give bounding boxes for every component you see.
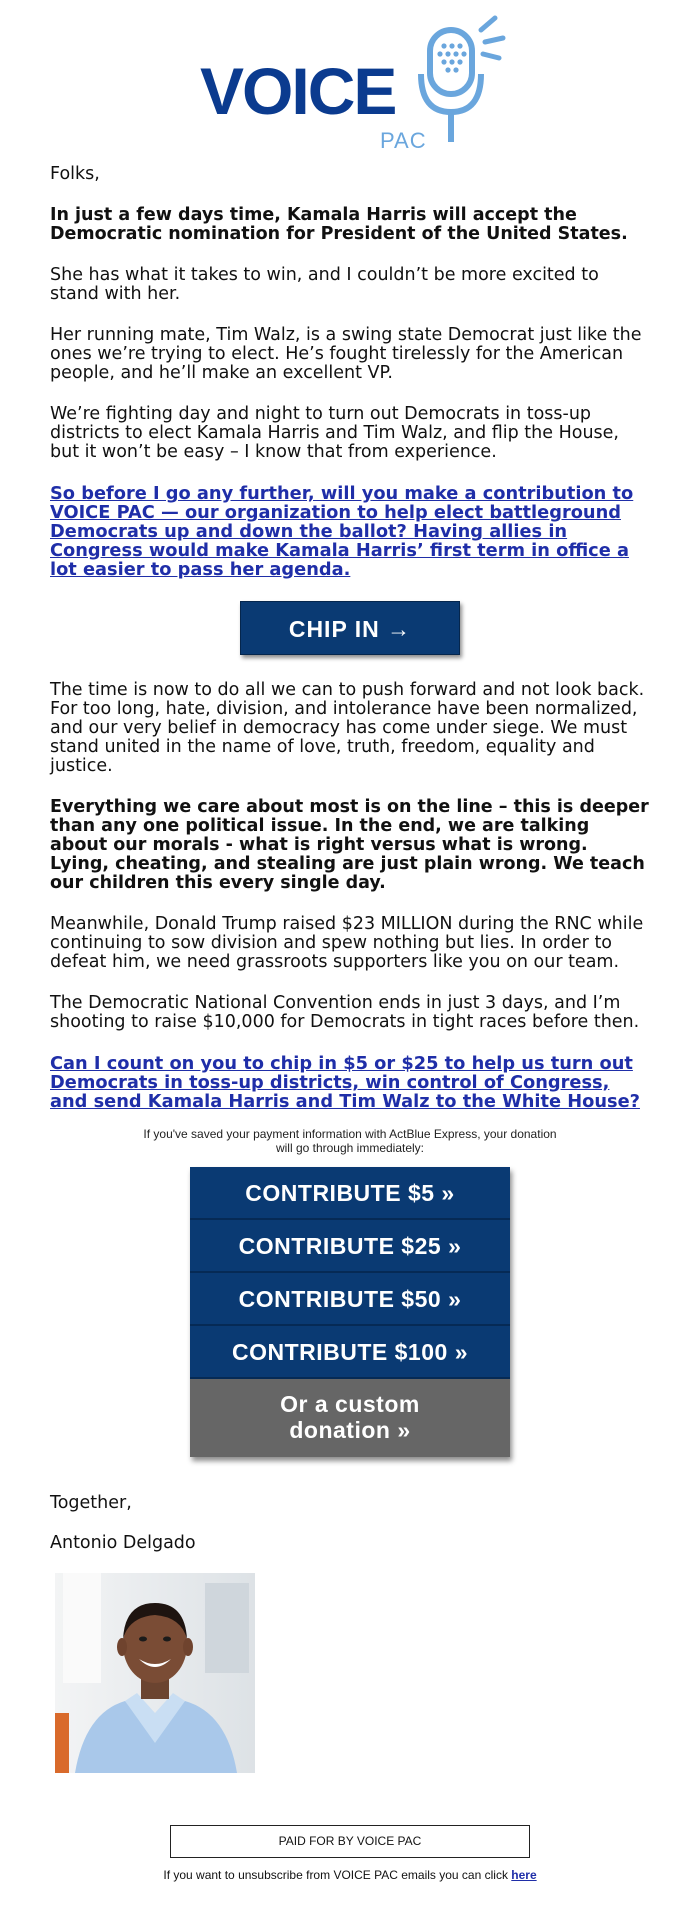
unsubscribe-text: If you want to unsubscribe from VOICE PAC emails you can click [163, 1868, 512, 1882]
contribute-50-button[interactable]: CONTRIBUTE $50 » [190, 1273, 510, 1326]
signature-name: Antonio Delgado [50, 1533, 196, 1553]
chip-in-wrapper [0, 601, 700, 655]
actblue-express-note [0, 1127, 700, 1155]
custom-donation-line1: Or a custom [280, 1391, 420, 1417]
custom-donation-button[interactable] [190, 1379, 510, 1457]
logo-wordmark: VOICE [200, 54, 396, 128]
paid-for-disclaimer: PAID FOR BY VOICE PAC [170, 1825, 530, 1858]
letter-body [0, 165, 700, 579]
custom-donation-line2: donation » [289, 1417, 411, 1443]
paragraph-running-mate: Her running mate, Tim Walz, is a swing state Democrat just like the ones we’re trying to elect. He’s fought tirelessly for the American people, and he’ll make an excellent VP. [50, 325, 642, 383]
header-logo [0, 0, 700, 165]
express-note-line1: If you've saved your payment information with ActBlue Express, your donation [143, 1127, 557, 1141]
paragraph-nomination: In just a few days time, Kamala Harris will accept the Democratic nomination for President of the United States. [50, 205, 628, 244]
microphone-icon [415, 12, 510, 152]
paragraph-stand-with-her: She has what it takes to win, and I couldn’t be more excited to stand with her. [50, 265, 599, 304]
portrait-illustration [55, 1573, 255, 1773]
chip-in-link-paragraph [50, 1054, 650, 1111]
greeting: Folks, [50, 164, 100, 184]
logo-pac-label: PAC [380, 128, 427, 153]
contribution-link[interactable]: So before I go any further, will you make a contribution to VOICE PAC — our organization to help elect battleground Democrats up and down the ballot? Having allies in Congress would make Kamala Harris’ first term in office a lot easier to pass her agenda. [50, 483, 634, 580]
signoff: Together, [50, 1493, 132, 1513]
contribute-100-button[interactable]: CONTRIBUTE $100 » [190, 1326, 510, 1379]
paragraph-time-is-now: The time is now to do all we can to push forward and not look back. For too long, hate, division, and intolerance have been normalized, and our very belief in democracy has come under siege. We must stand united in the name of love, truth, freedom, equality and justice. [50, 680, 645, 776]
contribution-link-paragraph [50, 484, 650, 579]
unsubscribe-link[interactable]: here [511, 1868, 537, 1882]
contribute-25-button[interactable]: CONTRIBUTE $25 » [190, 1220, 510, 1273]
contribution-buttons [190, 1167, 510, 1457]
chip-in-link[interactable]: Can I count on you to chip in $5 or $25 to help us turn out Democrats in toss-up districts, win control of Congress, and send Kamala Harris and Tim Walz to the White House? [50, 1053, 640, 1112]
unsubscribe-line [0, 1868, 700, 1882]
chip-in-button[interactable]: CHIP IN → [240, 601, 460, 655]
express-note-line2: will go through immediately: [275, 1141, 425, 1155]
paragraph-morals: Everything we care about most is on the line – this is deeper than any one political issue. In the end, we are talking about our morals - what is right versus what is wrong. Lying, cheating, and stealing are just plain wrong. We teach our children this every single day. [50, 797, 649, 893]
portrait-photo [55, 1573, 255, 1773]
contribute-5-button[interactable]: CONTRIBUTE $5 » [190, 1167, 510, 1220]
paragraph-convention-ends: The Democratic National Convention ends in just 3 days, and I’m shooting to raise $10,000 for Democrats in tight races before then. [50, 993, 640, 1032]
paragraph-trump-raised: Meanwhile, Donald Trump raised $23 MILLION during the RNC while continuing to sow division and spew nothing but lies. In order to defeat him, we need grassroots supporters like you on our team. [50, 914, 644, 972]
paragraph-fighting: We’re fighting day and night to turn out Democrats in toss-up districts to elect Kamala Harris and Tim Walz, and flip the House, but it won’t be easy – I know that from experience. [50, 404, 619, 462]
closing [0, 1493, 700, 1553]
letter-body-continued [0, 681, 700, 1111]
